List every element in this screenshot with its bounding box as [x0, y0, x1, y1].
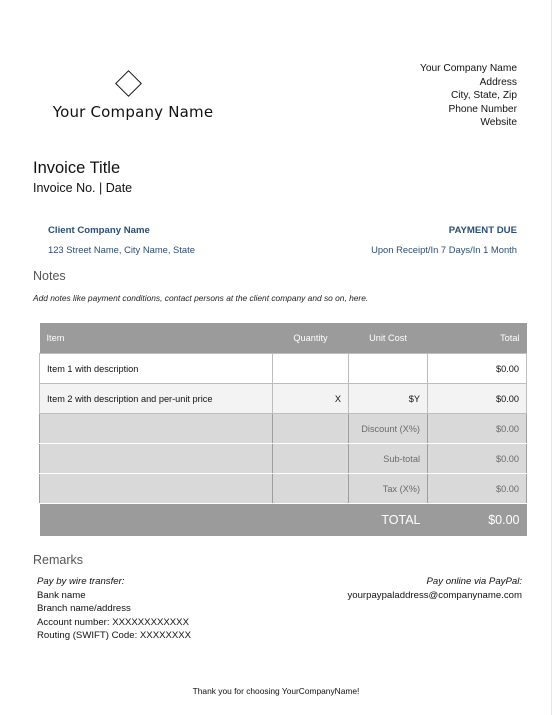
company-address-block: [420, 62, 517, 130]
invoice-number-date: Invoice No. | Date: [33, 181, 133, 195]
summary-spacer: [273, 414, 349, 444]
company-phone-line: Phone Number: [448, 103, 517, 115]
company-address-line: Address: [479, 76, 517, 88]
subtotal-value: $0.00: [428, 444, 527, 474]
item-description[interactable]: Item 1 with description: [40, 354, 273, 384]
remarks-heading: Remarks: [33, 553, 84, 567]
company-name-line: Your Company Name: [419, 63, 517, 74]
summary-row-subtotal: [40, 444, 527, 474]
bank-transfer-details: [37, 575, 191, 643]
invoice-title: Invoice Title: [33, 159, 121, 177]
total-spacer: [273, 504, 349, 537]
item-description[interactable]: Item 2 with description and per-unit price: [40, 384, 273, 414]
column-header-unit-cost: Unit Cost: [349, 323, 428, 354]
item-unit-cost[interactable]: $Y: [349, 384, 428, 414]
subtotal-label: Sub-total: [349, 444, 428, 474]
routing-code: Routing (SWIFT) Code: XXXXXXXX: [37, 630, 192, 642]
item-total: $0.00: [428, 384, 527, 414]
company-logo: [48, 70, 218, 126]
notes-heading: Notes: [33, 269, 66, 283]
account-number: Account number: XXXXXXXXXXXX: [37, 616, 189, 628]
column-header-total: Total: [428, 323, 527, 354]
client-address: 123 Street Name, City Name, State: [48, 244, 195, 255]
client-company-name: Client Company Name: [48, 225, 150, 236]
company-city-line: City, State, Zip: [450, 90, 517, 101]
payment-terms: Upon Receipt/In 7 Days/In 1 Month: [371, 244, 517, 255]
wire-transfer-label: Pay by wire transfer:: [37, 576, 125, 587]
payment-due-label: PAYMENT DUE: [448, 225, 517, 236]
summary-row-discount: [40, 414, 527, 444]
summary-row-tax: [40, 474, 527, 504]
company-website-line: Website: [480, 117, 517, 128]
summary-spacer: [273, 474, 349, 504]
item-unit-cost[interactable]: [349, 354, 428, 384]
discount-label: Discount (X%): [349, 414, 428, 444]
footer-thank-you: Thank you for choosing YourCompanyName!: [192, 686, 360, 696]
total-label: TOTAL: [349, 504, 428, 537]
summary-spacer: [40, 414, 273, 444]
summary-spacer: [40, 444, 273, 474]
summary-spacer: [40, 474, 273, 504]
invoice-items-table: [39, 323, 527, 536]
paypal-address[interactable]: yourpaypaladdress@companyname.com: [347, 589, 522, 601]
tax-label: Tax (X%): [349, 474, 428, 504]
notes-text: Add notes like payment conditions, contact persons at the client company and so on, here.: [33, 293, 369, 303]
item-quantity[interactable]: X: [273, 384, 349, 414]
table-header-row: [40, 323, 527, 354]
paypal-details: [347, 575, 522, 602]
column-header-quantity: Quantity: [273, 323, 349, 354]
item-quantity[interactable]: [273, 354, 349, 384]
logo-company-name: Your Company Name: [52, 103, 214, 121]
total-value: $0.00: [428, 504, 527, 537]
table-row: [40, 384, 527, 414]
diamond-logo-icon: [115, 70, 142, 97]
discount-value: $0.00: [428, 414, 527, 444]
branch-address: Branch name/address: [37, 603, 131, 615]
item-total: $0.00: [428, 354, 527, 384]
total-spacer: [40, 504, 273, 537]
table-row: [40, 354, 527, 384]
bank-name: Bank name: [37, 589, 86, 601]
column-header-item: Item: [40, 323, 273, 354]
tax-value: $0.00: [428, 474, 527, 504]
paypal-label: Pay online via PayPal:: [426, 576, 522, 587]
total-row: [40, 504, 527, 537]
summary-spacer: [273, 444, 349, 474]
